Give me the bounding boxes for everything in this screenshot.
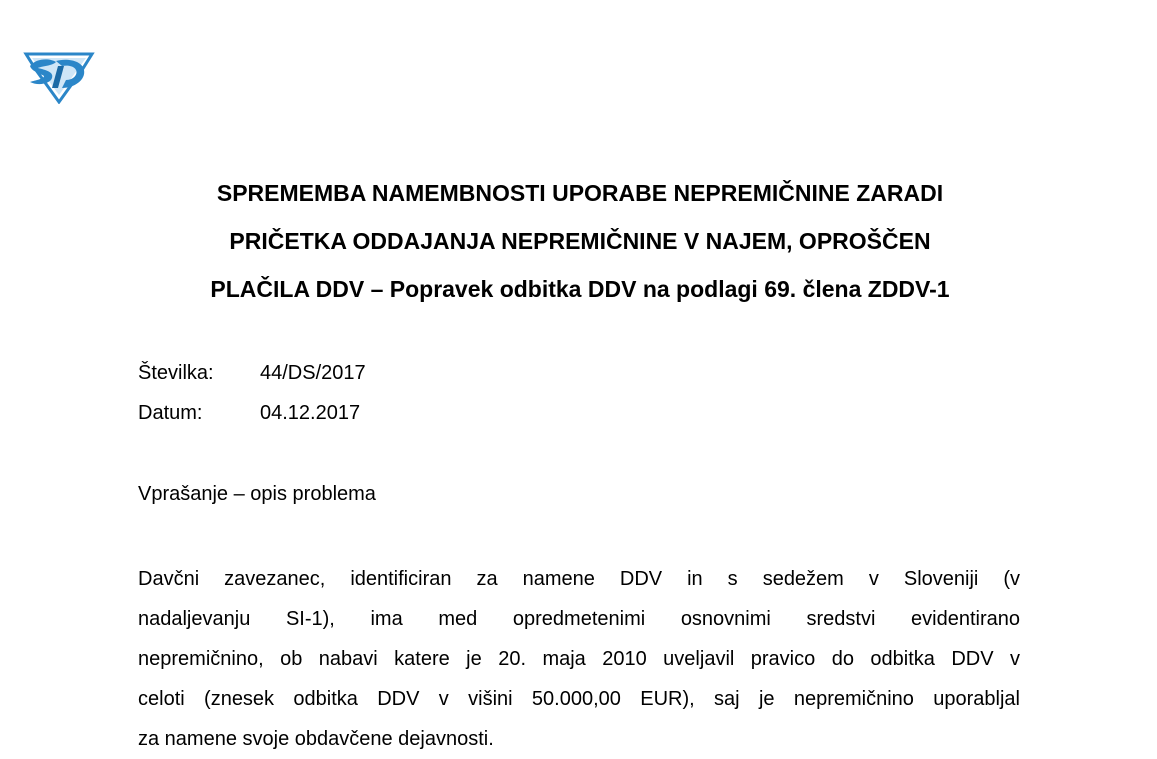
document-date-row	[138, 399, 360, 427]
section-heading: Vprašanje – opis problema	[138, 483, 376, 505]
sd-shield-logo-icon	[22, 48, 96, 104]
title-line: SPREMEMBA NAMEMBNOSTI UPORABE NEPREMIČNINE ZARADI	[216, 180, 944, 206]
paragraph-line: za namene svoje obdavčene dejavnosti.	[138, 728, 494, 750]
document-number-value: 44/DS/2017	[260, 362, 366, 384]
paragraph-line: nepremičnino, ob nabavi katere je 20. maja 2010 uveljavil pravico do odbitka DDV v	[138, 648, 1020, 670]
document-number-label: Številka:	[138, 362, 214, 384]
problem-description-paragraph	[138, 559, 1020, 759]
paragraph-line: Davčni zavezanec, identificiran za namene DDV in s sedežem v Sloveniji (v	[138, 568, 1020, 590]
document-title	[140, 169, 1020, 313]
paragraph-line: nadaljevanju SI-1), ima med opredmetenimi osnovnimi sredstvi evidentirano	[138, 608, 1020, 630]
document-date-label: Datum:	[138, 402, 203, 424]
document-date-value: 04.12.2017	[260, 402, 361, 424]
document-number-row	[138, 359, 366, 387]
paragraph-line: celoti (znesek odbitka DDV v višini 50.000,00 EUR), saj je nepremičnino uporabljal	[138, 688, 1020, 710]
title-line: PLAČILA DDV – Popravek odbitka DDV na podlagi 69. člena ZDDV-1	[210, 276, 950, 302]
title-line: PRIČETKA ODDAJANJA NEPREMIČNINE V NAJEM, OPROŠČEN	[229, 228, 931, 254]
